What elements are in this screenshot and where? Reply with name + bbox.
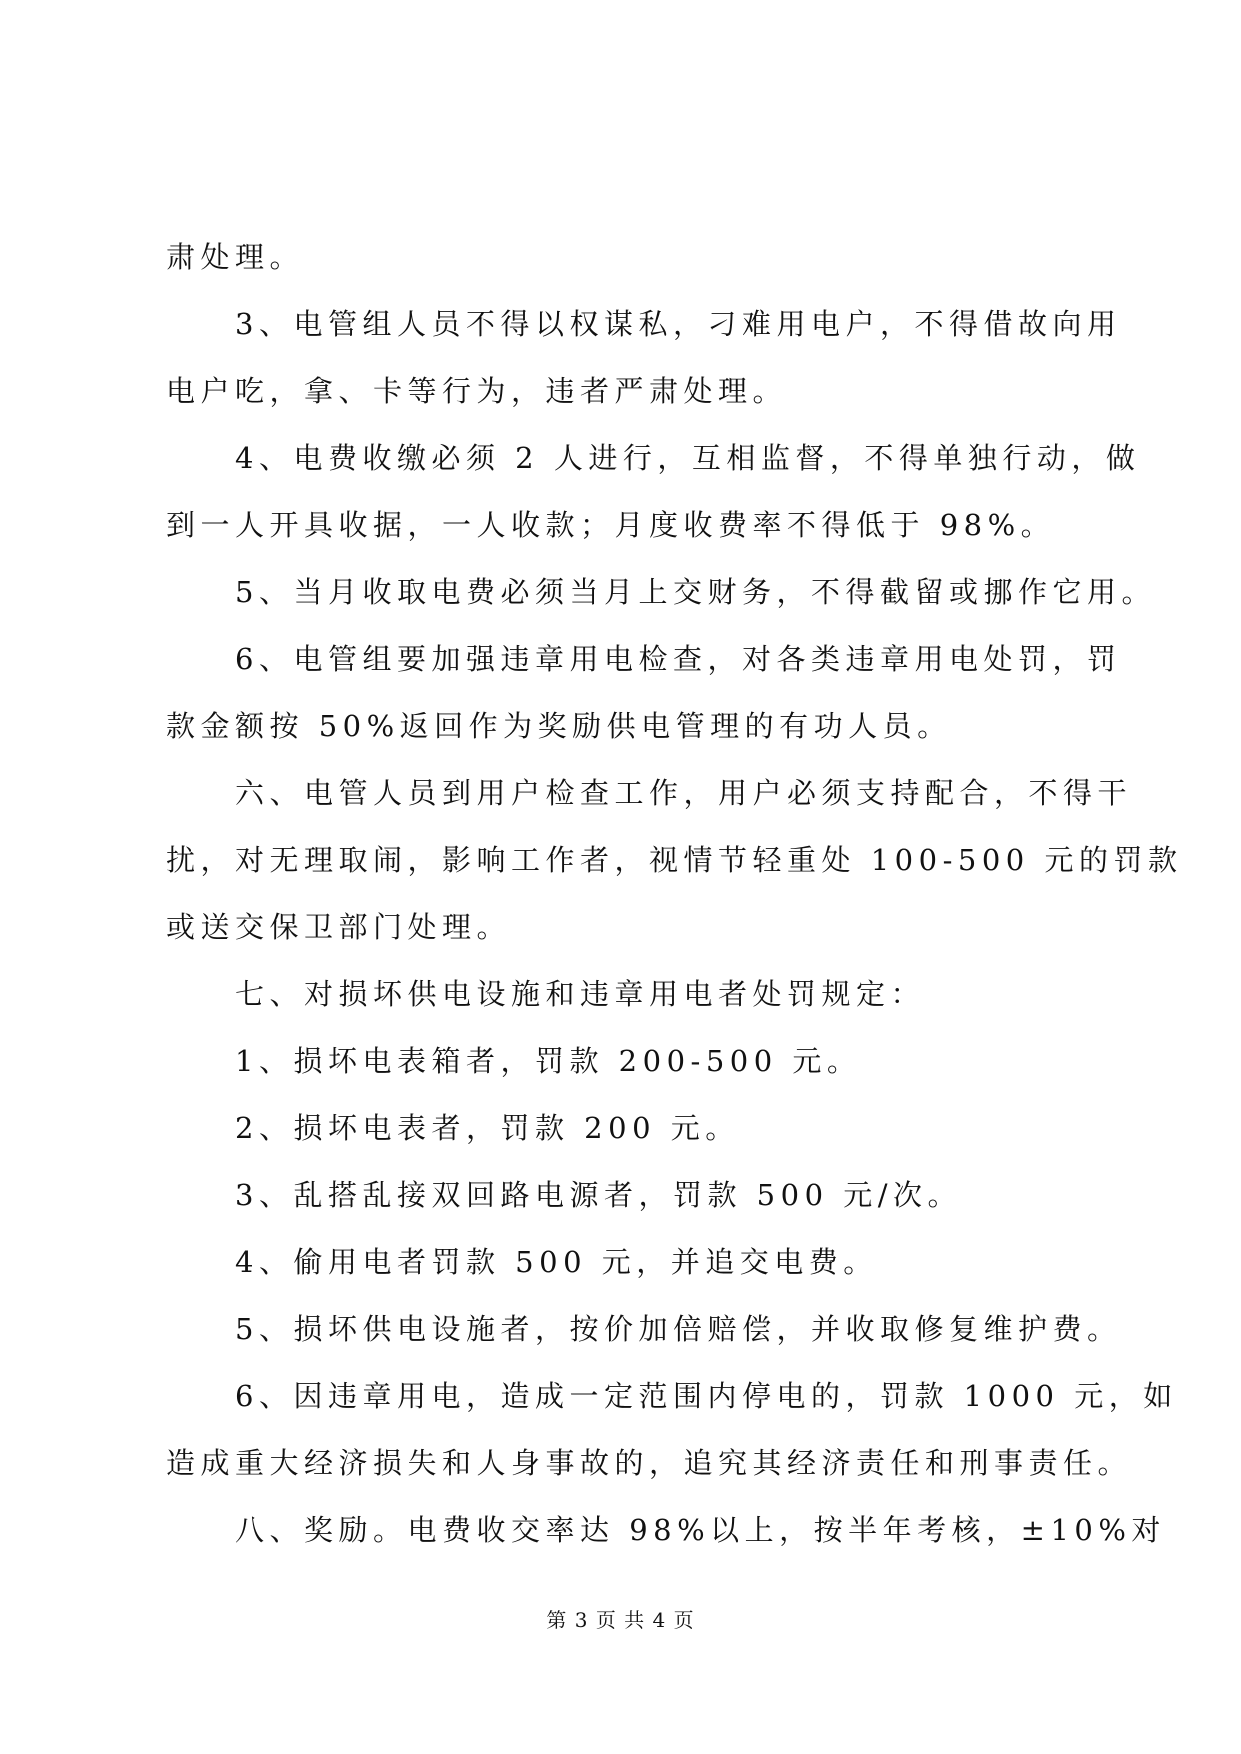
text-line-content: 到一人开具收据，一人收款；月度收费率不得低于 98%。 [166,508,1056,542]
text-line-content: 八、奖励。电费收交率达 98%以上，按半年考核，±10%对 [166,1513,1166,1547]
text-line [166,291,1122,358]
text-line-content: 5、当月收取电费必须当月上交财务，不得截留或挪作它用。 [166,575,1156,609]
text-line [166,1028,1076,1095]
text-line-content: 肃处理。 [166,240,305,274]
text-line [166,1430,1133,1497]
text-line-content: 4、电费收缴必须 2 人进行，互相监督，不得单独行动，做 [166,441,1141,475]
text-line [166,1296,1122,1363]
text-line [166,760,1133,827]
text-line-content: 七、对损坏供电设施和违章用电者处罚规定： [166,977,926,1011]
text-line-content: 电户吃，拿、卡等行为，违者严肃处理。 [166,374,788,408]
text-line [166,224,1076,291]
text-line-content: 或送交保卫部门处理。 [166,910,512,944]
text-line-content: 六、电管人员到用户检查工作，用户必须支持配合，不得干 [166,776,1133,810]
text-line [166,1162,1076,1229]
text-line [166,358,1076,425]
text-line [166,1095,1076,1162]
document-body [166,224,1183,1564]
text-line-content: 6、电管组要加强违章用电检查，对各类违章用电处罚，罚 [166,642,1122,676]
text-line [166,1363,1178,1430]
page-indicator: 第 3 页 共 4 页 [546,1608,695,1632]
text-line-content: 4、偷用电者罚款 500 元，并追交电费。 [166,1245,878,1279]
text-line [166,693,1076,760]
text-line-content: 2、损坏电表者，罚款 200 元。 [166,1111,740,1145]
text-line [166,626,1122,693]
text-line [166,492,1076,559]
text-line [166,1497,1166,1564]
text-line [166,961,1076,1028]
text-line-content: 1、损坏电表箱者，罚款 200-500 元。 [166,1044,862,1078]
text-line [166,827,1183,894]
text-line-content: 3、电管组人员不得以权谋私，刁难用电户，不得借故向用 [166,307,1122,341]
text-line [166,1229,1076,1296]
text-line-content: 造成重大经济损失和人身事故的，追究其经济责任和刑事责任。 [166,1446,1133,1480]
text-line-content: 款金额按 50%返回作为奖励供电管理的有功人员。 [166,709,952,743]
text-line [166,559,1156,626]
text-line-content: 6、因违章用电，造成一定范围内停电的，罚款 1000 元，如 [166,1379,1178,1413]
text-line-content: 扰，对无理取闹，影响工作者，视情节轻重处 100-500 元的罚款 [166,843,1183,877]
text-line-content: 3、乱搭乱接双回路电源者，罚款 500 元/次。 [166,1178,963,1212]
text-line [166,894,1076,961]
page-footer [0,1606,1241,1634]
text-line-content: 5、损坏供电设施者，按价加倍赔偿，并收取修复维护费。 [166,1312,1122,1346]
text-line [166,425,1141,492]
